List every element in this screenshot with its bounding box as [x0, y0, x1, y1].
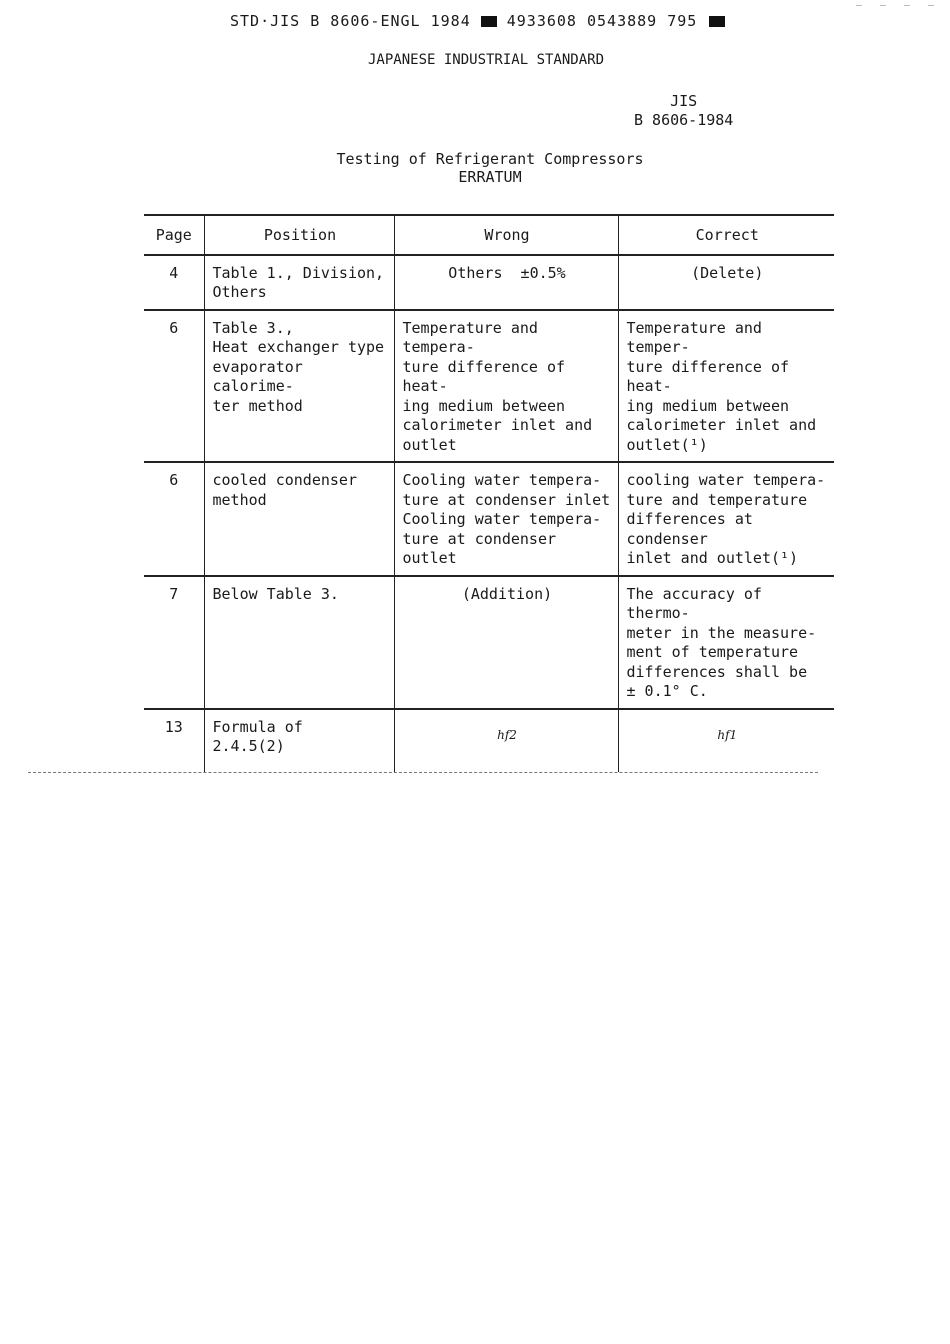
jis-designation — [634, 92, 733, 130]
document-subtitle: ERRATUM — [458, 168, 522, 186]
cell-page: 13 — [164, 717, 183, 736]
cell-line: 2.4.5(2) — [212, 737, 285, 755]
cell-line: Cooling water tempera- — [402, 471, 602, 489]
cell-line: cooling water tempera- — [626, 471, 826, 489]
column-header-correct: Correct — [618, 215, 834, 255]
cell-line: differences at condenser — [626, 510, 753, 548]
formula-symbol: hf1 — [717, 727, 738, 742]
cell-page: 7 — [169, 584, 179, 603]
cell-line: ture and temperature — [626, 490, 808, 509]
redaction-block — [481, 16, 497, 27]
cell-line: ture difference of heat- — [402, 357, 566, 395]
cell-position — [204, 576, 394, 709]
cell-line: ment of temperature — [626, 643, 799, 661]
cell-correct — [618, 255, 834, 310]
table-row — [144, 255, 834, 310]
cell-line: (Delete) — [691, 263, 764, 282]
cell-line: outlet — [402, 435, 457, 454]
cell-line: Below Table 3. — [212, 584, 339, 603]
cell-line: calorimeter inlet and — [402, 416, 593, 434]
cell-line: differences shall be — [626, 662, 808, 681]
document-code-text: STD·JIS B 8606-ENGL 1984 — [230, 12, 471, 30]
cell-line: The accuracy of thermo- — [626, 584, 762, 622]
table-row — [144, 576, 834, 709]
standard-title: JAPANESE INDUSTRIAL STANDARD — [368, 52, 605, 68]
cell-line: ture at condenser inlet — [402, 490, 611, 509]
cell-position — [204, 462, 394, 576]
document-title: Testing of Refrigerant Compressors — [336, 150, 644, 168]
cell-line: ± 0.1° C. — [626, 682, 708, 700]
cell-page: 6 — [169, 471, 179, 489]
cell-position — [204, 310, 394, 463]
cell-line: Temperature and tempera- — [402, 318, 538, 356]
cell-wrong — [394, 576, 618, 709]
table-row — [144, 310, 834, 463]
cell-line: ing medium between — [402, 396, 566, 415]
cell-correct — [618, 462, 834, 576]
cell-line: ing medium between — [626, 396, 790, 415]
table-row — [144, 709, 834, 772]
cell-page: 4 — [169, 263, 179, 282]
table-row — [144, 462, 834, 576]
document-code-header — [230, 12, 725, 30]
cell-line: outlet(¹) — [626, 435, 708, 454]
cell-line: Others — [212, 283, 267, 301]
column-header-wrong: Wrong — [394, 215, 618, 255]
cell-line: inlet and outlet(¹) — [626, 549, 799, 567]
cell-line: cooled condenser — [212, 471, 357, 489]
cell-wrong — [394, 462, 618, 576]
cell-line: meter in the measure- — [626, 623, 817, 642]
cell-line: method — [212, 490, 267, 509]
cell-line: Table 3., — [212, 318, 294, 337]
document-serial-text: 4933608 0543889 795 — [506, 12, 698, 30]
cell-line: Formula of — [212, 717, 303, 736]
cell-page: 6 — [169, 318, 179, 337]
cell-line: ture at condenser outlet — [402, 529, 557, 567]
cell-line: Heat exchanger type — [212, 338, 385, 356]
cell-line: ture difference of heat- — [626, 357, 790, 395]
cell-wrong — [394, 709, 618, 772]
formula-symbol: hf2 — [497, 727, 517, 742]
cell-line: Cooling water tempera- — [402, 510, 602, 528]
cell-line: ter method — [212, 396, 303, 415]
column-header-position: Position — [204, 215, 394, 255]
cell-wrong — [394, 255, 618, 310]
erratum-table — [144, 214, 834, 772]
cell-line: evaporator calorime- — [212, 357, 303, 395]
table-header-row — [144, 215, 834, 255]
cell-correct — [618, 576, 834, 709]
cell-position — [204, 709, 394, 772]
page-divider — [28, 772, 818, 773]
cell-line: calorimeter inlet and — [626, 416, 817, 434]
cell-correct — [618, 310, 834, 463]
redaction-block — [709, 16, 725, 27]
cell-line: Temperature and temper- — [626, 318, 762, 356]
scan-corner-marks: ‒ ‒ ‒ ‒ — [855, 0, 940, 11]
column-header-page: Page — [155, 226, 192, 244]
document-title-block — [300, 150, 680, 186]
cell-line: Table 1., Division, — [212, 263, 385, 282]
cell-position — [204, 255, 394, 310]
cell-line: (Addition) — [461, 584, 553, 603]
cell-line: Others ±0.5% — [448, 263, 566, 282]
jis-label: JIS — [670, 92, 698, 110]
cell-wrong — [394, 310, 618, 463]
cell-correct — [618, 709, 834, 772]
jis-number: B 8606-1984 — [634, 111, 734, 129]
